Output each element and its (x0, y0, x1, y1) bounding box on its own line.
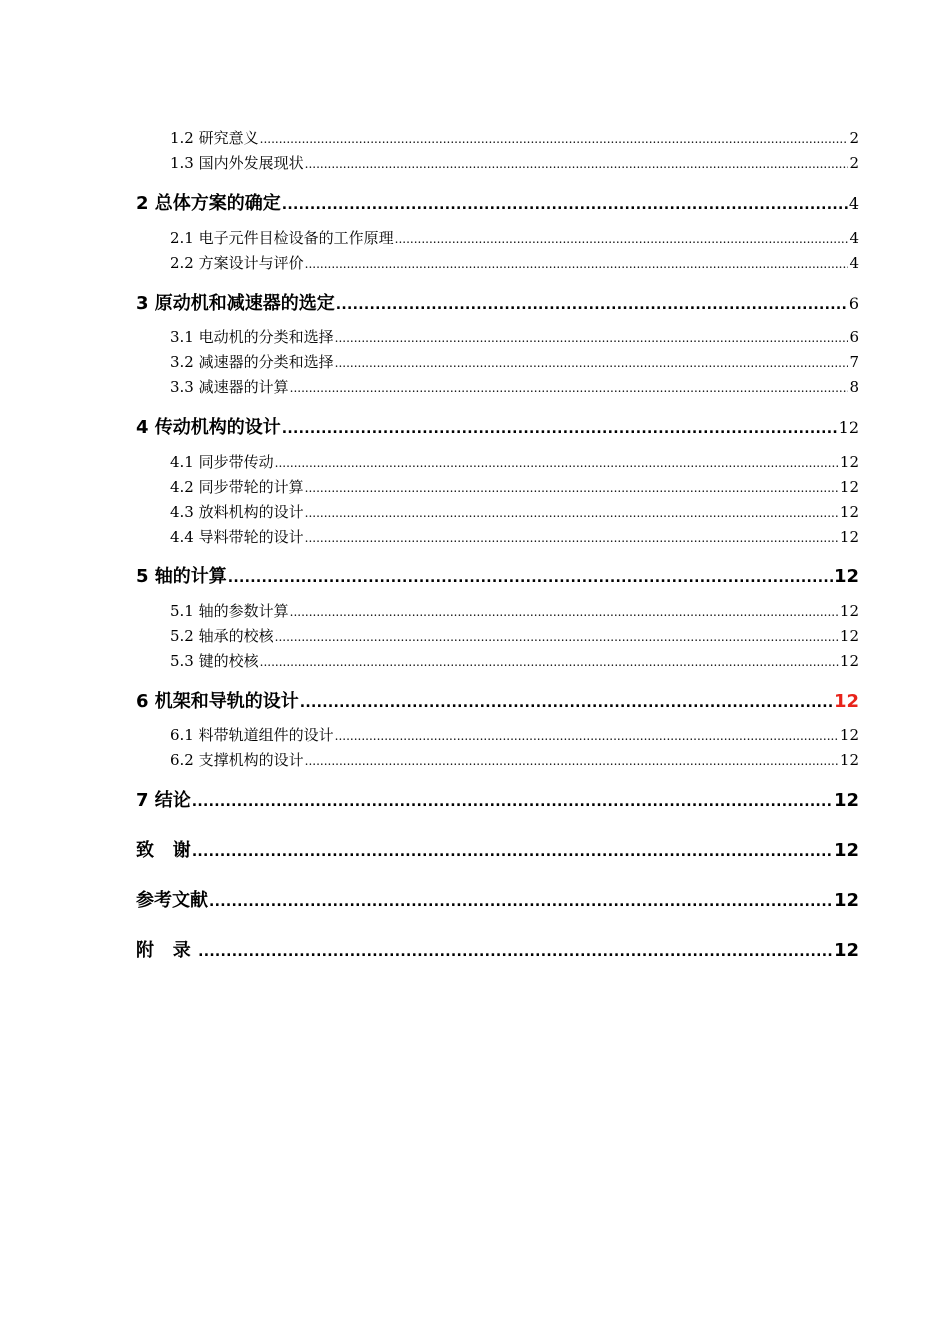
toc-page-number: 12 (839, 627, 859, 645)
dot-leader (305, 506, 839, 520)
toc-entry-title: 5.3 键的校核 (170, 652, 259, 670)
toc-page-number: 4 (848, 194, 859, 213)
toc-entry-title: 2.2 方案设计与评价 (170, 254, 304, 272)
dot-leader (305, 531, 839, 545)
toc-entry-title: 3.2 减速器的分类和选择 (170, 353, 334, 371)
toc-chapter-5[interactable] (136, 562, 859, 588)
toc-entry-title: 3.1 电动机的分类和选择 (170, 328, 334, 346)
toc-entry-title: 6.2 支撑机构的设计 (170, 751, 304, 769)
toc-entry-3-3[interactable] (170, 376, 859, 397)
toc-entry-2-2[interactable] (170, 252, 859, 273)
toc-entry-title: 2.1 电子元件目检设备的工作原理 (170, 229, 394, 247)
toc-acknowledgements[interactable] (136, 836, 859, 862)
toc-references[interactable] (136, 886, 859, 912)
toc-entry-title: 4.1 同步带传动 (170, 453, 274, 471)
dot-leader (282, 197, 848, 213)
toc-chapter-title: 3 原动机和减速器的选定 (136, 293, 335, 314)
toc-page-number: 12 (833, 840, 859, 861)
toc-page-number: 12 (839, 478, 859, 496)
toc-entry-title: 1.2 研究意义 (170, 129, 259, 147)
toc-entry-1-2[interactable] (170, 127, 859, 148)
dot-leader (260, 132, 849, 146)
toc-chapter-title: 7 结论 (136, 790, 191, 811)
toc-page-number: 2 (849, 129, 859, 147)
dot-leader (192, 794, 833, 810)
toc-entry-4-1[interactable] (170, 451, 859, 472)
toc-page-number: 12 (839, 652, 859, 670)
dot-leader (335, 729, 839, 743)
toc-entry-1-3[interactable] (170, 152, 859, 173)
toc-chapter-title: 6 机架和导轨的设计 (136, 691, 299, 712)
toc-chapter-6[interactable] (136, 687, 859, 713)
dot-leader (305, 481, 839, 495)
toc-entry-3-1[interactable] (170, 326, 859, 347)
toc-page-number: 8 (849, 378, 859, 396)
dot-leader (290, 605, 839, 619)
toc-page-number: 12 (833, 890, 859, 911)
toc-entry-6-1[interactable] (170, 724, 859, 745)
dot-leader (305, 257, 849, 271)
toc-chapter-2[interactable] (136, 189, 859, 215)
toc-entry-title: 5.1 轴的参数计算 (170, 602, 289, 620)
toc-entry-4-3[interactable] (170, 501, 859, 522)
toc-entry-title: 4.2 同步带轮的计算 (170, 478, 304, 496)
toc-entry-4-4[interactable] (170, 526, 859, 547)
dot-leader (198, 944, 833, 960)
toc-page-number: 4 (849, 254, 859, 272)
toc-page-number: 12 (833, 940, 859, 961)
dot-leader (260, 655, 839, 669)
dot-leader (192, 844, 833, 860)
toc-page-number: 12 (839, 602, 859, 620)
toc-chapter-title: 附 录 (136, 940, 198, 961)
toc-entry-title: 3.3 减速器的计算 (170, 378, 289, 396)
dot-leader (335, 331, 849, 345)
toc-entry-3-2[interactable] (170, 351, 859, 372)
toc-chapter-3[interactable] (136, 289, 859, 315)
dot-leader (275, 456, 839, 470)
dot-leader (305, 157, 849, 171)
dot-leader (336, 297, 848, 313)
toc-entry-title: 5.2 轴承的校核 (170, 627, 274, 645)
dot-leader (275, 630, 839, 644)
toc-chapter-title: 2 总体方案的确定 (136, 193, 281, 214)
toc-entry-5-2[interactable] (170, 625, 859, 646)
toc-page-number-highlighted: 12 (833, 691, 859, 712)
dot-leader (209, 894, 833, 910)
dot-leader (300, 695, 833, 711)
toc-page-number: 4 (849, 229, 859, 247)
toc-appendix[interactable] (136, 936, 859, 962)
toc-chapter-title: 参考文献 (136, 890, 208, 911)
toc-entry-5-1[interactable] (170, 600, 859, 621)
toc-chapter-4[interactable] (136, 413, 859, 439)
toc-page-number: 7 (849, 353, 859, 371)
toc-entry-5-3[interactable] (170, 650, 859, 671)
toc-entry-4-2[interactable] (170, 476, 859, 497)
toc-chapter-title: 5 轴的计算 (136, 566, 227, 587)
toc-entry-6-2[interactable] (170, 749, 859, 770)
toc-entry-title: 4.4 导料带轮的设计 (170, 528, 304, 546)
toc-entry-title: 6.1 料带轨道组件的设计 (170, 726, 334, 744)
toc-page-number: 12 (833, 566, 859, 587)
toc-page-number: 6 (848, 294, 859, 313)
toc-page-number: 12 (838, 418, 859, 437)
toc-entry-title: 4.3 放料机构的设计 (170, 503, 304, 521)
toc-page-number: 12 (839, 503, 859, 521)
toc-page-number: 6 (849, 328, 859, 346)
dot-leader (395, 232, 849, 246)
toc-page-number: 12 (839, 751, 859, 769)
dot-leader (282, 421, 838, 437)
dot-leader (305, 754, 839, 768)
dot-leader (290, 381, 849, 395)
toc-page-number: 12 (833, 790, 859, 811)
toc-page-number: 2 (849, 154, 859, 172)
toc-entry-title: 1.3 国内外发展现状 (170, 154, 304, 172)
toc-page-number: 12 (839, 726, 859, 744)
toc-chapter-title: 致 谢 (136, 840, 191, 861)
dot-leader (335, 356, 849, 370)
toc-page-number: 12 (839, 528, 859, 546)
dot-leader (228, 570, 833, 586)
toc-page-number: 12 (839, 453, 859, 471)
toc-chapter-7[interactable] (136, 786, 859, 812)
toc-entry-2-1[interactable] (170, 227, 859, 248)
toc-chapter-title: 4 传动机构的设计 (136, 417, 281, 438)
